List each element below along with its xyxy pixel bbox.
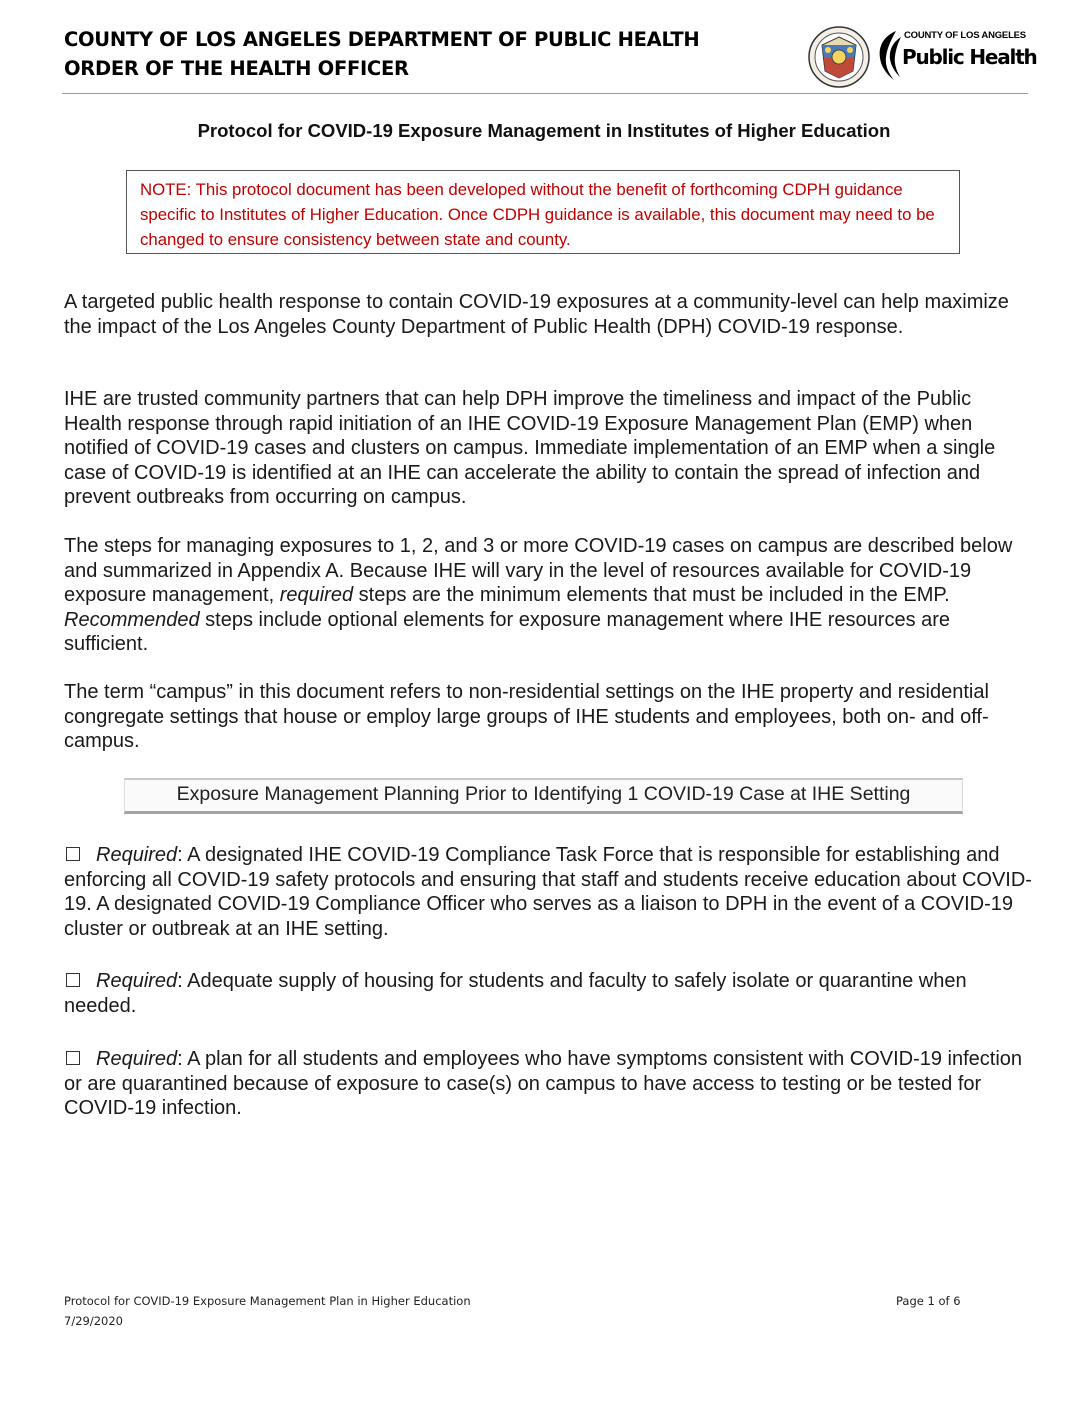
steps-paragraph: [64, 534, 1032, 657]
requirement-label: Required: [96, 1048, 178, 1070]
page-number: Page 1 of 6: [896, 1294, 961, 1308]
footer-doc-name: Protocol for COVID-19 Exposure Management Plan in Higher Education: [64, 1294, 471, 1308]
section-heading: Exposure Management Planning Prior to Identifying 1 COVID-19 Case at IHE Setting: [176, 783, 911, 805]
intro-paragraph: A targeted public health response to contain COVID-19 exposures at a community-level can help maximize the impact of the Los Angeles County Department of Public Health (DPH) COVID-19 response.: [64, 291, 1009, 338]
section-heading-box: [124, 778, 963, 814]
ihe-partners-paragraph: IHE are trusted community partners that can help DPH improve the timeliness and impact of the Public Health response through rapid initiation of an IHE COVID-19 Exposure Management Plan (EMP) when notified of COVID-19 cases and clusters on campus. Immediate implementation of an EMP when a single case of COVID-19 is identified at an IHE can accelerate the ability to contain the spread of infection and prevent outbreaks from occurring on campus.: [64, 388, 996, 508]
requirement-item: [64, 843, 1032, 941]
requirement-label: Required: [96, 844, 178, 866]
requirement-item: [64, 969, 1032, 1018]
requirement-text: : A designated IHE COVID-19 Compliance Task Force that is responsible for establishing and enforcing all COVID-19 safety protocols and ensuring that staff and students receive education about COVID-19. A designated COVID-19 Compliance Officer who serves as a liaison to DPH in the event of a COVID-19 cluster or outbreak at an IHE setting.: [64, 844, 1032, 940]
requirement-text: : A plan for all students and employees who have symptoms consistent with COVID-19 infection or are quarantined because of exposure to case(s) on campus to have access to testing or be tested for COVID-19 infection.: [64, 1048, 1023, 1119]
note-box: [126, 170, 960, 254]
steps-text-b: steps are the minimum elements that must be included in the EMP.: [353, 584, 950, 606]
requirement-item: [64, 1047, 1032, 1121]
header-divider: [62, 93, 1028, 94]
header-title-line1: COUNTY OF LOS ANGELES DEPARTMENT OF PUBLIC HEALTH: [64, 28, 700, 51]
footer-date: 7/29/2020: [64, 1314, 123, 1328]
steps-recommended-term: Recommended: [64, 608, 200, 631]
steps-required-term: required: [279, 584, 354, 606]
logo-county-text: COUNTY OF LOS ANGELES: [904, 30, 1026, 41]
checkbox-icon[interactable]: [66, 847, 80, 861]
checkbox-icon[interactable]: [66, 1051, 80, 1065]
requirement-label: Required: [96, 970, 178, 992]
logo-public-health-text: Public Health: [902, 45, 1037, 69]
checkbox-icon[interactable]: [66, 973, 80, 987]
requirement-text: : Adequate supply of housing for students and faculty to safely isolate or quarantine when needed.: [64, 970, 967, 1017]
public-health-logo-icon: [874, 28, 904, 84]
steps-text-c: steps include optional elements for exposure management where IHE resources are sufficient.: [64, 608, 951, 655]
note-text: NOTE: This protocol document has been developed without the benefit of forthcoming CDPH guidance specific to Institutes of Higher Education. Once CDPH guidance is available, this document may need to be changed to ensure consistency between state and county.: [140, 180, 935, 249]
header-title-line2: ORDER OF THE HEALTH OFFICER: [64, 57, 409, 80]
steps-text-a: The steps for managing exposures to 1, 2, and 3 or more COVID-19 cases on campus are described below and summarized in Appendix A. Because IHE will vary in the level of resources available for COVID-19 exposure management,: [64, 535, 1013, 606]
county-seal-icon: [808, 26, 870, 88]
public-health-logo: [874, 28, 1037, 86]
document-title: Protocol for COVID-19 Exposure Management in Institutes of Higher Education: [197, 120, 891, 141]
campus-definition-paragraph: The term “campus” in this document refers to non-residential settings on the IHE property and residential congregate settings that house or employ large groups of IHE students and employees, both on- and off-campus.: [64, 681, 989, 752]
